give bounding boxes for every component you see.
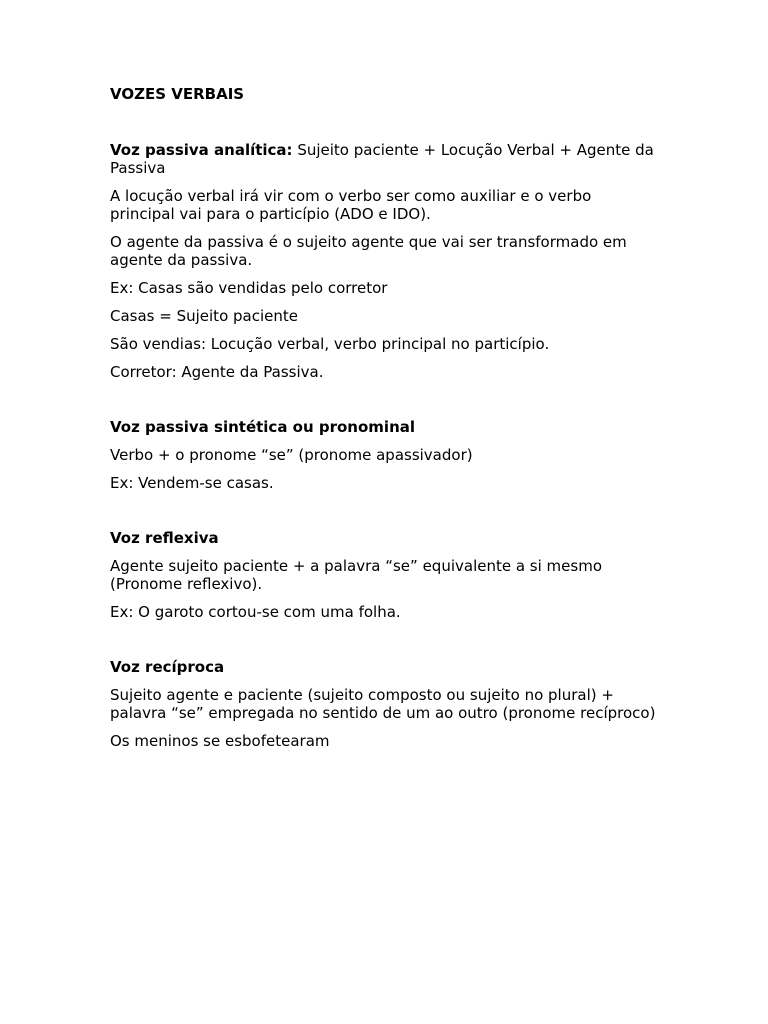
section-heading (110, 529, 658, 547)
paragraph: Casas = Sujeito paciente (110, 307, 298, 325)
section-heading-text: Sujeito paciente + Locução Verbal + Agente da Passiva (110, 141, 654, 177)
section-voz-reflexiva (110, 529, 658, 621)
section-heading (110, 418, 658, 436)
paragraph: O agente da passiva é o sujeito agente que vai ser transformado em agente da passiva. (110, 233, 627, 269)
section-heading (110, 658, 658, 676)
section-heading-bold: Voz recíproca (110, 658, 225, 676)
section-voz-reciproca (110, 658, 658, 750)
paragraph: Ex: O garoto cortou-se com uma folha. (110, 603, 401, 621)
document-title: VOZES VERBAIS (110, 85, 245, 103)
section-heading-bold: Voz passiva sintética ou pronominal (110, 418, 416, 436)
paragraph: Corretor: Agente da Passiva. (110, 363, 324, 381)
section-heading-bold: Voz passiva analítica: (110, 141, 293, 159)
section-heading-bold: Voz reflexiva (110, 529, 219, 547)
paragraph: Ex: Casas são vendidas pelo corretor (110, 279, 388, 297)
paragraph: Ex: Vendem-se casas. (110, 474, 274, 492)
paragraph: Agente sujeito paciente + a palavra “se” equivalente a si mesmo (Pronome reflexivo). (110, 557, 603, 593)
section-voz-passiva-analitica (110, 141, 658, 381)
section-voz-passiva-sintetica (110, 418, 658, 492)
paragraph: Verbo + o pronome “se” (pronome apassivador) (110, 446, 473, 464)
paragraph: A locução verbal irá vir com o verbo ser como auxiliar e o verbo principal vai para o particípio (ADO e IDO). (110, 187, 592, 223)
paragraph: Sujeito agente e paciente (sujeito composto ou sujeito no plural) + palavra “se” empregada no sentido de um ao outro (pronome recíproco) (110, 686, 656, 722)
section-heading (110, 141, 658, 177)
paragraph: Os meninos se esbofetearam (110, 732, 330, 750)
paragraph: São vendias: Locução verbal, verbo principal no particípio. (110, 335, 550, 353)
